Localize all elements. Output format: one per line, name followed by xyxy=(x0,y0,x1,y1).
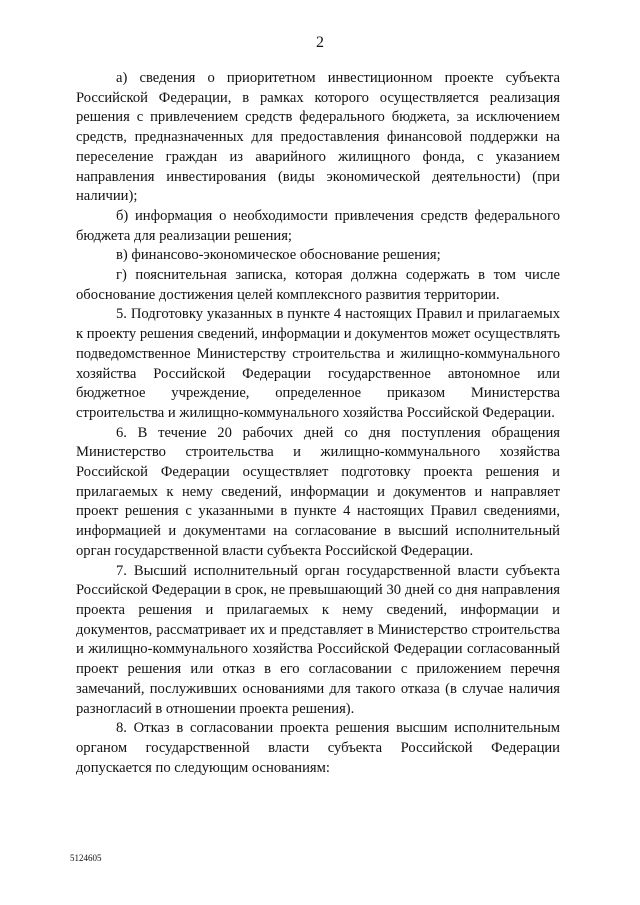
paragraph-item-v: в) финансово-экономическое обоснование решения; xyxy=(116,247,441,264)
document-body xyxy=(76,69,560,778)
page-number: 2 xyxy=(316,34,324,51)
paragraph-clause-6: 6. В течение 20 рабочих дней со дня поступления обращения Министерство строительства и жилищно-коммунального хозяйства Российской Федерации осуществляет подготовку проекта решения и прилагаемых к нему сведений, информации и документов и направляет проект решения с указанными в пункте 4 настоящих Правил сведениями, информацией и документами на согласование в высший исполнительный орган государственной власти субъекта Российской Федерации. xyxy=(76,424,560,559)
paragraph-item-a: а) сведения о приоритетном инвестиционном проекте субъекта Российской Федерации, в рамках которого осуществляется реализация решения с привлечением средств федерального бюджета, за исключением средств, предназначенных для предоставления финансовой поддержки на переселение граждан из аварийного жилищного фонда, с указанием направления инвестирования (виды экономической деятельности) (при наличии); xyxy=(76,70,560,205)
paragraph-item-b: б) информация о необходимости привлечения средств федерального бюджета для реализации решения; xyxy=(76,207,560,244)
document-code: 5124605 xyxy=(70,853,102,863)
paragraph-clause-8: 8. Отказ в согласовании проекта решения высшим исполнительным органом государственной власти субъекта Российской Федерации допускается по следующим основаниям: xyxy=(76,720,560,776)
paragraph-item-g: г) пояснительная записка, которая должна содержать в том числе обоснование достижения целей комплексного развития территории. xyxy=(76,267,560,303)
paragraph-clause-5: 5. Подготовку указанных в пункте 4 настоящих Правил и прилагаемых к проекту решения сведений, информации и документов может осуществлять подведомственное Министерству строительства и жилищно-коммунального хозяйства Российской Федерации государственное автономное или бюджетное учреждение, определенное приказом Министерства строительства и жилищно-коммунального хозяйства Российской Федерации. xyxy=(76,306,560,421)
paragraph-clause-7: 7. Высший исполнительный орган государственной власти субъекта Российской Федерации в срок, не превышающий 30 дней со дня направления проекта решения и прилагаемых к нему сведений, информации и документов, рассматривает их и представляет в Министерство строительства и жилищно-коммунального хозяйства Российской Федерации согласованный проект решения или отказ в его согласовании с приложением перечня замечаний, послуживших основаниями для такого отказа (в случае наличия разногласий в отношении проекта решения). xyxy=(76,562,560,717)
